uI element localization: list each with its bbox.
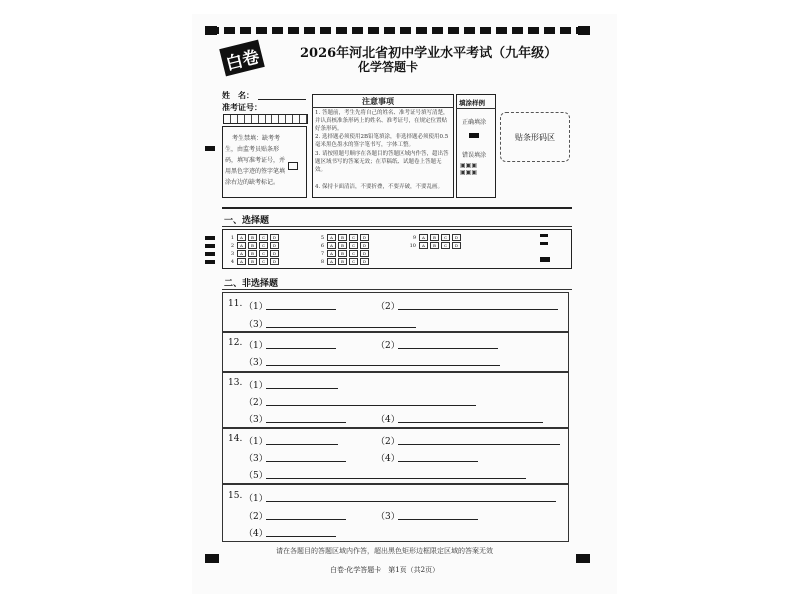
notes-item: 2. 选择题必须使用2B铅笔填涂，非选择题必须使用0.5毫米黑色墨水的签字笔书写，字体工整。 — [315, 134, 449, 148]
corner-mark-top-right — [578, 26, 590, 35]
name-label: 姓 名： — [222, 90, 254, 100]
q15-answer3[interactable] — [398, 519, 478, 520]
page-footer: 白卷·化学答题卡 第1页（共2页） — [330, 566, 440, 574]
wrong-fill-label: 错误填涂 — [462, 152, 487, 159]
choice-timing-mark — [540, 257, 550, 262]
q13-number: 13. — [228, 378, 243, 388]
notes-title: 注意事项 — [362, 96, 394, 106]
timing-mark — [576, 554, 590, 563]
q12-part1: （1） — [244, 341, 268, 351]
choice-question[interactable]: 1 A B C D — [226, 234, 281, 241]
choice-question[interactable]: 6 A B C D — [316, 242, 371, 249]
absent-notice-line: 用黑色字迹的签字笔填 — [225, 168, 286, 175]
page-title: 2026年河北省初中学业水平考试（九年级） — [300, 46, 558, 61]
choice-timing-mark — [540, 234, 548, 237]
q13-answer4[interactable] — [398, 422, 543, 423]
corner-mark-top-left — [205, 26, 217, 35]
q11-part2: （2） — [376, 302, 400, 312]
q14-answer5[interactable] — [266, 478, 526, 479]
q13-part1: （1） — [244, 381, 268, 391]
q12-answer2[interactable] — [398, 348, 498, 349]
q14-part3: （3） — [244, 454, 268, 464]
choice-question[interactable]: 8 A B C D — [316, 258, 371, 265]
wrong-fill-samples: ▣▣▣ ▣▣▣ — [460, 162, 478, 176]
q13-answer2[interactable] — [266, 405, 476, 406]
q13-answer3[interactable] — [266, 422, 346, 423]
fill-example-title: 填涂样例 — [459, 99, 485, 107]
fill-example-box — [456, 94, 496, 198]
exam-no-grid[interactable] — [223, 114, 308, 124]
barcode-area: 贴条形码区 — [500, 112, 570, 162]
choice-question[interactable]: 7 A B C D — [316, 250, 371, 257]
notes-divider — [312, 107, 454, 108]
q11-box — [222, 292, 569, 332]
q15-answer1[interactable] — [266, 501, 556, 502]
notes-item: 3. 请按照题号顺序在各题目的答题区域内作答，超出答题区域书写的答案无效；在草稿纸、试题卷上答题无效。 — [315, 151, 449, 173]
notes-item: 1. 答题前，考生先将自己的姓名、准考证号填写清楚，并认真核准条形码上的姓名、准考证号，在规定位置贴好条形码。 — [315, 110, 449, 132]
correct-fill-label: 正确填涂 — [462, 119, 487, 126]
timing-mark — [205, 146, 215, 151]
q14-answer4[interactable] — [398, 461, 478, 462]
absent-notice-line: 考生禁填：缺考考 — [232, 135, 281, 142]
section2-title-rule — [222, 289, 572, 290]
absent-checkbox[interactable] — [288, 162, 298, 170]
q12-part3: （3） — [244, 358, 268, 368]
q15-part3: （3） — [376, 512, 400, 522]
q14-answer2[interactable] — [398, 444, 560, 445]
q11-answer2[interactable] — [398, 309, 558, 310]
choice-question[interactable]: 5 A B C D — [316, 234, 371, 241]
timing-mark — [205, 244, 215, 248]
absent-notice-line: 涂右边的缺考标记。 — [225, 179, 280, 186]
q12-answer1[interactable] — [266, 348, 336, 349]
q12-answer3[interactable] — [266, 365, 500, 366]
q11-answer1[interactable] — [266, 309, 336, 310]
choice-question[interactable]: 2 A B C D — [226, 242, 281, 249]
section1-top-rule — [222, 207, 572, 209]
q14-part4: （4） — [376, 454, 400, 464]
answer-area-notice: 请在各题目的答题区域内作答，超出黑色矩形边框限定区域的答案无效 — [276, 547, 493, 555]
choice-timing-mark — [540, 242, 548, 245]
section1-title: 一、选择题 — [224, 216, 270, 226]
q15-answer2[interactable] — [266, 519, 346, 520]
q11-answer3[interactable] — [266, 327, 416, 328]
stamp-logo: 白卷 — [219, 40, 265, 77]
q14-part2: （2） — [376, 437, 400, 447]
top-dash-border — [208, 27, 588, 34]
notes-item: 4. 保持卡面清洁，不要折叠，不要弄破，不要乱画。 — [315, 184, 443, 190]
q15-number: 15. — [228, 491, 243, 501]
choice-question[interactable]: 3 A B C D — [226, 250, 281, 257]
timing-mark — [205, 236, 215, 240]
q14-number: 14. — [228, 434, 243, 444]
section2-title: 二、非选择题 — [224, 279, 279, 289]
fill-example-divider — [456, 108, 496, 109]
correct-fill-sample — [469, 133, 479, 138]
timing-mark — [205, 252, 215, 256]
q11-number: 11. — [228, 299, 243, 309]
section1-title-rule — [222, 226, 572, 227]
exam-no-label: 准考证号： — [222, 102, 262, 112]
timing-mark — [205, 554, 219, 563]
q14-part5: （5） — [244, 471, 268, 481]
absent-notice-line: 码，填写准考证号，并 — [225, 157, 286, 164]
q11-part3: （3） — [244, 320, 268, 330]
page-subtitle: 化学答题卡 — [358, 60, 419, 74]
q11-part1: （1） — [244, 302, 268, 312]
q13-part4: （4） — [376, 415, 400, 425]
choice-question[interactable]: 9 A B C D — [408, 234, 463, 241]
q12-part2: （2） — [376, 341, 400, 351]
q13-part3: （3） — [244, 415, 268, 425]
q13-answer1[interactable] — [266, 388, 338, 389]
choice-question[interactable]: 10 A B C D — [408, 242, 463, 249]
absent-notice-line: 生，由监考员贴条形 — [225, 146, 280, 153]
q13-part2: （2） — [244, 398, 268, 408]
q14-answer1[interactable] — [266, 444, 338, 445]
q15-answer4[interactable] — [266, 536, 336, 537]
q15-part1: （1） — [244, 494, 268, 504]
timing-mark — [205, 260, 215, 264]
q12-number: 12. — [228, 338, 243, 348]
name-field[interactable] — [258, 99, 306, 100]
q15-part4: （4） — [244, 529, 268, 539]
q15-part2: （2） — [244, 512, 268, 522]
choice-question[interactable]: 4 A B C D — [226, 258, 281, 265]
q14-answer3[interactable] — [266, 461, 346, 462]
q14-part1: （1） — [244, 437, 268, 447]
